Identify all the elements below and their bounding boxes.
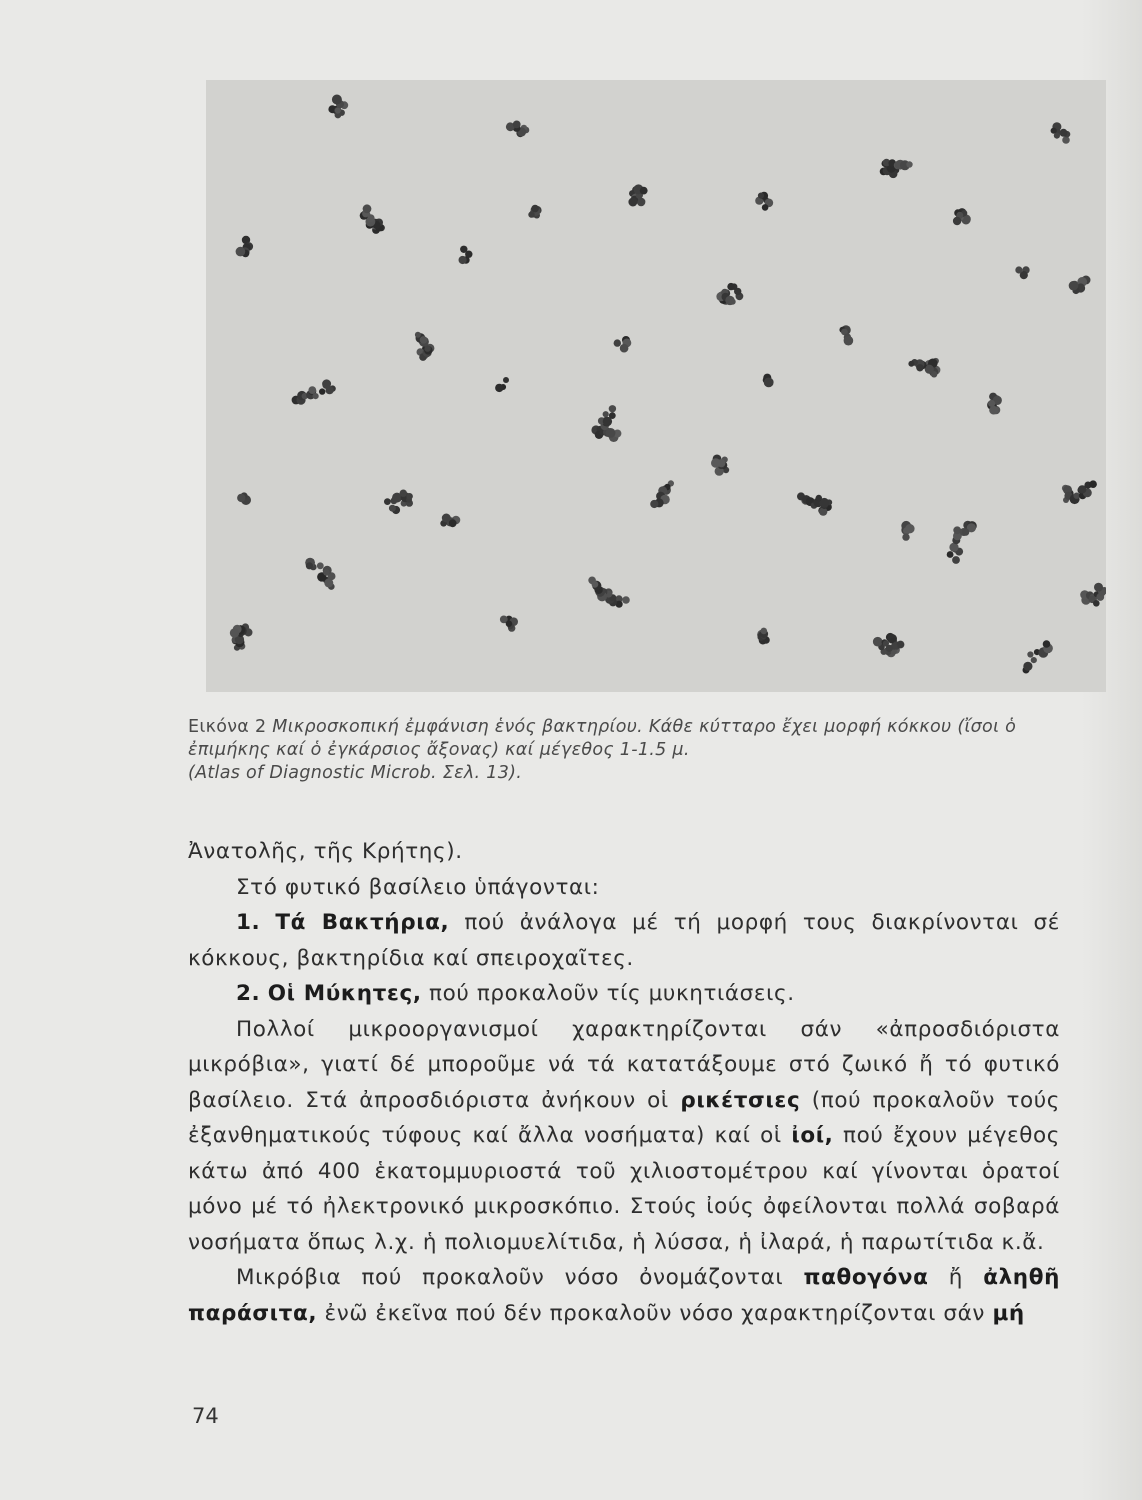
coccus-cell (609, 405, 616, 412)
coccus-cell (762, 204, 769, 211)
coccus-cell (603, 411, 609, 417)
coccus-cell (1015, 266, 1022, 273)
coccus-cell (313, 393, 319, 399)
coccus-cell (622, 596, 630, 604)
coccus-cell (1023, 662, 1032, 671)
coccus-cell (335, 107, 341, 113)
paragraph-3-text-c: πού ἔχουν μέγεθος κάτω ἀπό 400 ἑκατομμυριοστά τοῦ χιλιοστομέτρου καί γίνονται ὁρατοί μόνο μέ τό ἠλεκτρονικό μικροσκόπιο. Στούς ἰούς ὀφείλονται πολλά σοβαρά νοσήματα ὅπως λ.χ. ἡ πολιομυελίτιδα, ἡ λύσσα, ἡ ἰλαρά, ἡ παρωτίτιδα κ.ἄ. (188, 1123, 1060, 1255)
list-item-2-term: Οἱ Μύκητες, (267, 981, 422, 1006)
term-rickettsiae: ρικέτσιες (680, 1087, 801, 1113)
coccus-cell (1093, 600, 1100, 607)
coccus-cell (952, 556, 960, 564)
coccus-cell (916, 364, 923, 371)
coccus-cell (908, 361, 914, 367)
micrograph-figure (206, 80, 1106, 692)
coccus-cell (531, 205, 539, 213)
coccus-cell (640, 187, 648, 195)
coccus-cell (506, 621, 512, 627)
coccus-cell (449, 519, 457, 527)
list-item-1-term: Τά Βακτήρια, (275, 910, 450, 935)
coccus-cell (592, 581, 599, 588)
coccus-cell (606, 428, 616, 438)
coccus-cell (903, 527, 910, 534)
coccus-cell (953, 217, 961, 225)
coccus-cell (989, 406, 998, 415)
coccus-cell (384, 498, 391, 505)
list-item-1-number: 1. (236, 910, 261, 935)
coccus-cell (844, 336, 854, 346)
coccus-cell (962, 528, 969, 535)
paragraph-3-text-b: (πού προκαλοῦν τούς ἐξανθηματικούς τύφους καί ἄλλα νοσήματα) καί οἱ (188, 1087, 1060, 1148)
coccus-cell (620, 344, 629, 353)
coccus-cell (230, 628, 239, 637)
micrograph-image (206, 80, 1106, 692)
coccus-cell (650, 500, 658, 508)
paragraph-4 (188, 1260, 1060, 1331)
list-item-2 (188, 976, 1060, 1012)
page-number: 74 (192, 1404, 219, 1428)
paragraph-3-text-a: Πολλοί μικροοργανισμοί χαρακτηρίζονται σάν «ἀπροσδιόριστα μικρόβια», γιατί δέ μποροῦμε νά τά κατατάξουμε στό ζωικό ἤ τό φυτικό βασίλειο. Στά ἀπροσδιόριστα ἀνήκουν οἱ (188, 1016, 1060, 1113)
term-true-parasites: ἀληθῆ παράσιτα, (188, 1265, 1060, 1326)
coccus-cell (308, 386, 316, 394)
coccus-cell (513, 121, 521, 129)
coccus-cell (406, 493, 413, 500)
coccus-cell (886, 645, 893, 652)
coccus-cell (319, 388, 325, 394)
coccus-cell (637, 198, 646, 207)
coccus-cell (906, 161, 912, 167)
coccus-cell (1043, 640, 1051, 648)
coccus-cell (503, 377, 509, 383)
coccus-cell (400, 490, 407, 497)
coccus-cell (317, 562, 324, 569)
coccus-cell (1069, 281, 1079, 291)
list-item-1-text: πού ἀνάλογα μέ τή μορφή τους διακρίνονται σέ κόκκους, βακτηρίδια καί σπειροχαῖτες. (188, 910, 1060, 971)
paragraph-4-text-c: ἐνῶ ἐκεῖνα πού δέν προκαλοῦν νόσο χαρακτηρίζονται σάν (317, 1300, 993, 1326)
coccus-cell (902, 533, 909, 540)
paragraph-1-text: Ἀνατολῆς, τῆς Κρήτης). (188, 839, 463, 864)
list-item-2-number: 2. (236, 981, 261, 1006)
coccus-cell (237, 494, 245, 502)
bacteria-clusters (230, 95, 1106, 674)
coccus-cell (628, 198, 637, 207)
paragraph-1 (188, 834, 1060, 870)
coccus-cell (897, 641, 905, 649)
coccus-cell (389, 505, 396, 512)
coccus-cell (758, 193, 764, 199)
coccus-cell (603, 417, 612, 426)
coccus-cell (236, 247, 246, 257)
coccus-cell (1031, 657, 1037, 663)
coccus-cell (873, 637, 883, 647)
coccus-cell (323, 569, 330, 576)
coccus-cell (614, 339, 621, 346)
coccus-cell (1094, 583, 1103, 592)
coccus-cell (495, 384, 503, 392)
coccus-cell (947, 551, 954, 558)
body-text (188, 834, 1060, 1331)
paragraph-2 (188, 870, 1060, 906)
coccus-cell (761, 628, 768, 635)
caption-source: (Atlas of Diagnostic Microb. Σελ. 13). (188, 763, 523, 783)
caption-text: Μικροσκοπική ἐμφάνιση ἑνός βακτηρίου. Κάθε κύτταρο ἔχει μορφή κόκκου (ἴσοι ὁ ἐπιμήκης καί ὁ ἐγκάρσιος ἄξονας) καί μέγεθος 1-1.5 μ. (188, 717, 1017, 760)
coccus-cell (363, 204, 372, 213)
coccus-cell (306, 562, 313, 569)
coccus-cell (415, 332, 421, 338)
coccus-cell (332, 95, 342, 105)
coccus-cell (459, 256, 467, 264)
coccus-cell (1054, 133, 1060, 139)
coccus-cell (764, 378, 774, 388)
paragraph-3 (188, 1012, 1060, 1261)
figure-caption (188, 716, 1068, 785)
paragraph-4-text-a: Μικρόβια πού προκαλοῦν νόσο ὀνομάζονται (236, 1265, 804, 1290)
coccus-cell (730, 299, 736, 305)
coccus-cell (528, 211, 534, 217)
term-viruses: ἰοί, (791, 1123, 834, 1148)
paragraph-2-text: Στό φυτικό βασίλειο ὑπάγονται: (236, 874, 600, 900)
paragraph-4-text-b: ἤ (928, 1265, 984, 1290)
coccus-cell (711, 458, 721, 468)
term-non: μή (992, 1300, 1025, 1326)
coccus-cell (420, 336, 428, 344)
caption-label: Εικόνα 2 (188, 717, 267, 737)
term-pathogenic: παθογόνα (803, 1265, 929, 1290)
coccus-cell (460, 246, 467, 253)
list-item-1 (188, 905, 1060, 976)
coccus-cell (322, 379, 331, 388)
coccus-cell (727, 283, 734, 290)
coccus-cell (816, 495, 822, 501)
list-item-2-text: πού προκαλοῦν τίς μυκητιάσεις. (421, 981, 795, 1006)
coccus-cell (1089, 480, 1097, 488)
coccus-cell (1027, 651, 1033, 657)
